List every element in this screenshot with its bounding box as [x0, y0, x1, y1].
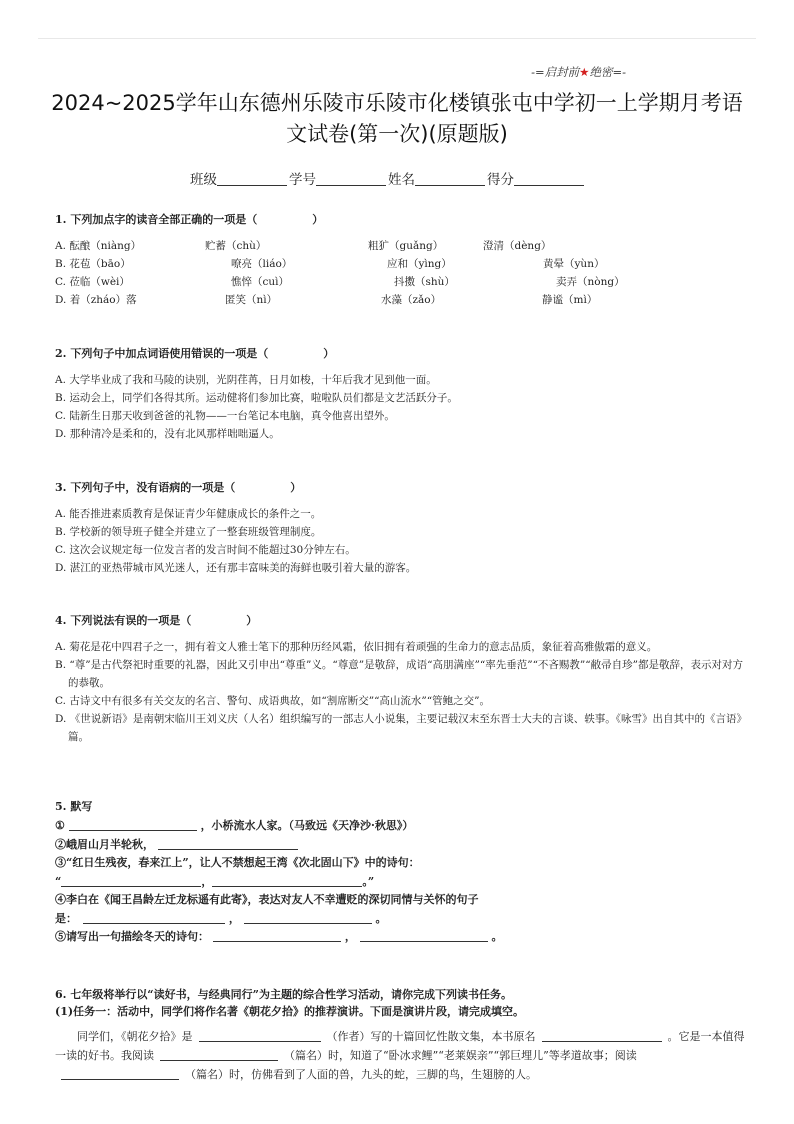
- essay-title-blank[interactable]: [160, 1047, 278, 1061]
- student-id-label: 学号: [289, 172, 316, 188]
- question-title: 5. 默写: [55, 800, 93, 813]
- question-title: 1. 下列加点字的读音全部正确的一项是（ ）: [55, 213, 324, 226]
- name-field[interactable]: [415, 171, 485, 186]
- question-title: 6. 七年级将举行以“读好书，与经典同行”为主题的综合性学习活动，请你完成下列读书任务。: [55, 988, 512, 1001]
- title-line-2: 文试卷(第一次)(原题版): [286, 122, 508, 146]
- class-field[interactable]: [217, 171, 287, 186]
- option-row-b[interactable]: B. 花苞（bāo） 嘹亮（liáo） 应和（yìng） 黄晕（yùn）: [55, 258, 605, 270]
- question-title: 2. 下列句子中加点词语使用错误的一项是（ ）: [55, 347, 335, 360]
- essay-title-blank-2[interactable]: [61, 1066, 179, 1080]
- option-row-c[interactable]: C. 莅临（wèi） 憔悴（cuì） 抖擞（shù） 卖弄（nòng）: [55, 276, 625, 288]
- option-c[interactable]: C. 古诗文中有很多有关交友的名言、警句、成语典故，如“割席断交”“高山流水”“管鲍之交”。: [55, 695, 491, 707]
- answer-blank[interactable]: [69, 817, 197, 831]
- answer-blank[interactable]: [158, 836, 298, 850]
- option-b[interactable]: B. 学校新的领导班子健全并建立了一整套班级管理制度。: [55, 526, 322, 538]
- name-label: 姓名: [388, 172, 415, 188]
- question-title: 4. 下列说法有误的一项是（ ）: [55, 614, 258, 627]
- option-a[interactable]: A. 大学毕业成了我和马陵的诀别，光阴荏苒，日月如梭，十年后我才见到他一面。: [55, 374, 437, 386]
- dictation-line-2: ②峨眉山月半轮秋，: [55, 836, 745, 855]
- dictation-line-3: ③“红日生残夜，春来江上”，让人不禁想起王湾《次北固山下》中的诗句：: [55, 856, 420, 869]
- option-row-a[interactable]: A. 酝酿（niàng） 贮蓄（chù） 粗犷（guǎng） 澄清（dèng）: [55, 240, 552, 252]
- page-title: [40, 88, 754, 150]
- student-info-row: [190, 168, 586, 188]
- original-title-blank[interactable]: [542, 1028, 662, 1042]
- option-b[interactable]: B. “尊”是古代祭祀时重要的礼器，因此又引申出“尊重”义。“尊意”是敬辞，成语“高朋满座”“率先垂范”“不吝赐教”“敝帚自珍”都是敬辞，表示对对方的恭敬。: [55, 659, 744, 689]
- red-star-icon: ★: [579, 65, 590, 79]
- dictation-line-3-answer: “ ， 。”: [55, 874, 375, 888]
- option-d[interactable]: D. 那种清冷是柔和的，没有北风那样咄咄逼人。: [55, 428, 280, 440]
- option-d[interactable]: D. 《世说新语》是南朝宋临川王刘义庆（人名）组织编写的一部志人小说集，主要记载汉末至东晋士大夫的言谈、轶事。《咏雪》出自其中的《言语》篇。: [55, 713, 742, 743]
- class-label: 班级: [190, 172, 217, 188]
- dictation-line-5: ⑤请写出一句描绘冬天的诗句： ， 。: [55, 930, 503, 943]
- answer-blank[interactable]: [212, 873, 362, 887]
- option-b[interactable]: B. 运动会上，同学们各得其所。运动健将们参加比赛，啦啦队员们都是文艺活跃分子。: [55, 392, 458, 404]
- question-1: [55, 213, 745, 309]
- student-id-field[interactable]: [316, 171, 386, 186]
- option-c[interactable]: C. 这次会议规定每一位发言者的发言时间不能超过30分钟左右。: [55, 544, 356, 556]
- top-divider: [38, 38, 756, 39]
- question-4: [55, 614, 745, 746]
- score-field[interactable]: [514, 171, 584, 186]
- dictation-line-4-answer: 是： ， 。: [55, 911, 387, 925]
- question-5: [55, 800, 745, 947]
- dictation-line-1: ① ，小桥流水人家。（马致远《天净沙·秋思》）: [55, 819, 414, 832]
- speech-paragraph: 同学们，《朝花夕拾》是 （作者）写的十篇回忆性散文集，本书原名 。它是一本值得一读的好书。我阅读 （篇名）时，知道了“卧冰求鲤”“老莱娱亲”“郭巨埋儿”等孝道故事；阅读（篇名）时，仿佛看到了人面的兽，九头的蛇，三脚的鸟，生翅膀的人。: [55, 1030, 745, 1081]
- confidential-mark: -=启封前★绝密=-: [531, 65, 626, 79]
- question-6: [55, 988, 745, 1084]
- answer-blank[interactable]: [61, 873, 201, 887]
- option-row-d[interactable]: D. 着（zháo）落 匿笑（nì） 水藻（zǎo） 静谧（mì）: [55, 294, 598, 306]
- dictation-line-4: ④李白在《闻王昌龄左迁龙标遥有此寄》，表达对友人不幸遭贬的深切同情与关怀的句子: [55, 893, 479, 906]
- answer-blank[interactable]: [360, 928, 488, 942]
- answer-blank[interactable]: [244, 910, 372, 924]
- answer-blank[interactable]: [213, 928, 341, 942]
- task-1-title: (1)任务一：活动中，同学们将作名著《朝花夕拾》的推荐演讲。下面是演讲片段，请完成填空。: [55, 1005, 525, 1018]
- option-a[interactable]: A. 能否推进素质教育是保证青少年健康成长的条件之一。: [55, 508, 322, 520]
- answer-blank[interactable]: [83, 910, 225, 924]
- score-label: 得分: [487, 172, 514, 188]
- author-blank[interactable]: [199, 1028, 321, 1042]
- title-line-1: 2024~2025学年山东德州乐陵市乐陵市化楼镇张屯中学初一上学期月考语: [51, 91, 743, 115]
- option-c[interactable]: C. 陆新生日那天收到爸爸的礼物——一台笔记本电脑，真令他喜出望外。: [55, 410, 395, 422]
- question-3: [55, 481, 745, 577]
- question-2: [55, 347, 745, 443]
- option-d[interactable]: D. 湛江的亚热带城市风光迷人，还有那丰富味美的海鲜也吸引着大量的游客。: [55, 562, 417, 574]
- option-a[interactable]: A. 菊花是花中四君子之一，拥有着文人雅士笔下的那种历经风霜，依旧拥有着顽强的生命力的意志品质，象征着高雅傲霜的意义。: [55, 641, 658, 653]
- question-title: 3. 下列句子中，没有语病的一项是（ ）: [55, 481, 302, 494]
